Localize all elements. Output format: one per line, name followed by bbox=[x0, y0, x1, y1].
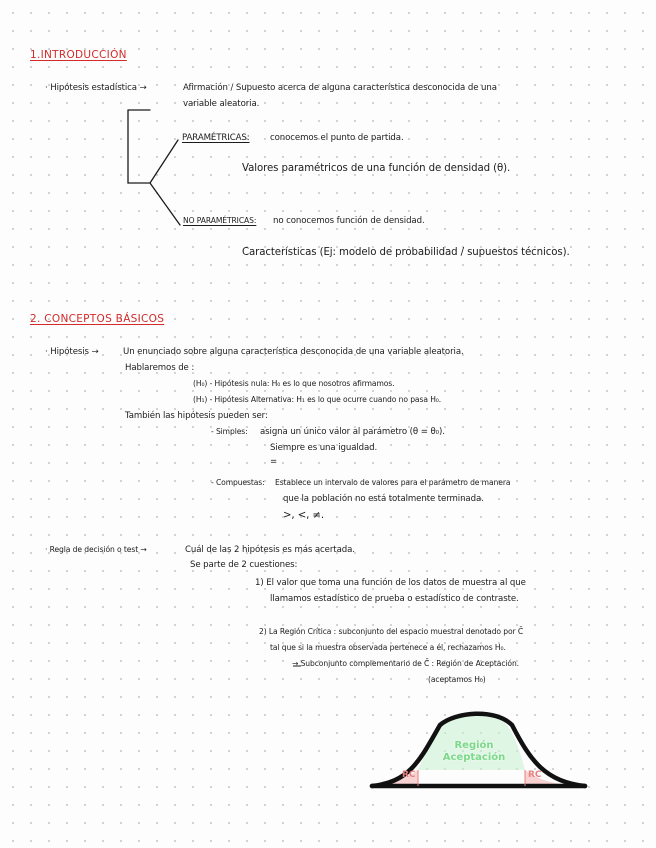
simples-label: - Simples: bbox=[211, 427, 248, 436]
section-1-title: 1.INTRODUCCIÓN bbox=[30, 49, 127, 61]
regla-bullet: · Regla de decisión o test → bbox=[45, 545, 147, 554]
compuestas-line-1: Establece un intervalo de valores para el parámetro de manera bbox=[275, 478, 511, 487]
acceptance-region-label bbox=[438, 740, 510, 764]
no-parametricas-label: NO PARAMÉTRICAS: bbox=[183, 216, 257, 225]
equal-sign: = bbox=[270, 457, 278, 467]
compuestas-label: - Compuestas: bbox=[211, 478, 265, 487]
acceptance-label-line-1: Región bbox=[454, 740, 494, 751]
regla-definition: Cuál de las 2 hipótesis es más acertada. bbox=[185, 545, 355, 555]
critical-region-left-label: RC bbox=[402, 770, 416, 780]
h0-line: (H₀) - Hipótesis nula: H₀ es lo que nosotros afirmamos. bbox=[193, 379, 395, 388]
parametricas-text: conocemos el punto de partida. bbox=[270, 133, 404, 143]
question-1-line-2: llamamos estadístico de prueba o estadístico de contraste. bbox=[270, 594, 519, 604]
question-2-line-2: tal que si la muestra observada pertenece a él, rechazamos H₀. bbox=[270, 643, 506, 652]
definition-line-2: variable aleatoria. bbox=[183, 99, 260, 109]
question-1-line-1: 1) El valor que toma una función de los datos de muestra al que bbox=[255, 578, 526, 588]
definition-line-1: Afirmación / Supuesto acerca de alguna característica desconocida de una bbox=[183, 83, 497, 93]
acceptance-label-line-2: Aceptación bbox=[442, 752, 506, 763]
branch-bracket bbox=[128, 110, 180, 225]
parametricas-label: PARAMÉTRICAS: bbox=[182, 133, 250, 143]
h1-line: (H₁) - Hipótesis Alternativa: H₁ es lo que ocurre cuando no pasa H₀. bbox=[193, 395, 442, 404]
tambien-line: También las hipótesis pueden ser: bbox=[125, 411, 268, 421]
simples-text: asigna un único valor al parámetro (θ = θ₀). bbox=[260, 427, 445, 437]
hipotesis2-definition: Un enunciado sobre alguna característica desconocida de una variable aleatoria. bbox=[123, 347, 464, 357]
hablaremos: Hablaremos de : bbox=[125, 363, 195, 373]
no-parametricas-sub: Características (Ej: modelo de probabilidad / supuestos técnicos). bbox=[242, 247, 570, 258]
critical-region-right-label: RC bbox=[528, 770, 542, 780]
compuestas-line-3: >, <, ≠. bbox=[283, 510, 324, 521]
question-2-line-4: (aceptamos H₀) bbox=[428, 675, 486, 684]
se-parte: Se parte de 2 cuestiones: bbox=[190, 560, 298, 570]
question-2-line-1: 2) La Región Crítica : subconjunto del espacio muestral denotado por C̄ bbox=[259, 627, 524, 636]
simples-line-2: Siempre es una igualdad. bbox=[270, 443, 378, 453]
hipotesis-bullet: · Hipótesis estadística → bbox=[45, 83, 147, 93]
no-parametricas-text: no conocemos función de densidad. bbox=[273, 216, 425, 226]
section-2-title: 2. CONCEPTOS BÁSICOS bbox=[30, 313, 165, 325]
compuestas-line-2: que la población no está totalmente terminada. bbox=[283, 494, 484, 504]
hipotesis2-bullet: · Hipótesis → bbox=[45, 347, 99, 357]
parametricas-sub: Valores paramétricos de una función de densidad (θ). bbox=[242, 163, 511, 174]
question-2-line-3: → Subconjunto complementario de C̄ : Región de Aceptación. bbox=[292, 659, 519, 668]
